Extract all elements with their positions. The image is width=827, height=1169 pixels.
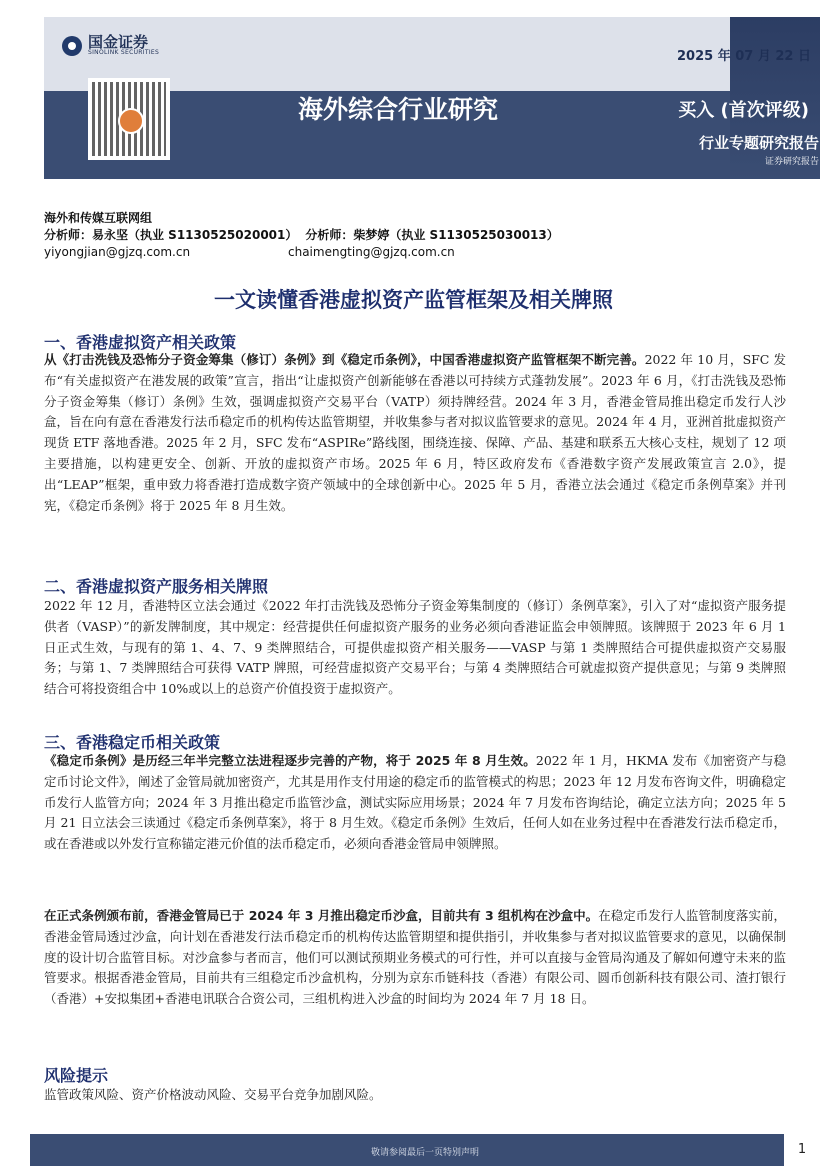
section-heading-1: 一、香港虚拟资产相关政策 (44, 333, 237, 352)
research-group: 海外和传媒互联网组 (44, 211, 153, 225)
page-footer (30, 1134, 820, 1166)
company-logo (62, 35, 159, 56)
industry-title: 海外综合行业研究 (298, 95, 499, 124)
logo-mark-icon (62, 36, 82, 56)
section-body-3 (44, 751, 786, 855)
section-body-4 (44, 906, 786, 1010)
analyst-row (44, 227, 567, 244)
section-heading-3: 三、香港稳定币相关政策 (44, 733, 221, 752)
section-lead-4: 在正式条例颁布前，香港金管局已于 2024 年 3 月推出稳定币沙盒，目前共有 3 组机构在沙盒中。 (44, 908, 599, 923)
qr-code-icon (88, 78, 170, 160)
email-row (44, 244, 567, 261)
analyst-1: 分析师：易永坚（执业 S1130525020001） (44, 228, 298, 242)
logo-text: 国金证券 (88, 33, 149, 51)
report-subtype: 证券研究报告 (764, 157, 819, 167)
logo-subtext: SINOLINK SECURITIES (88, 49, 160, 56)
section-text-2: 2022 年 12 月，香港特区立法会通过《2022 年打击洗钱及恐怖分子资金筹集制度的（修订）条例草案》，引入了对“虚拟资产服务提供者（VASP）”的新发牌制度，其中规定：经营提供任何虚拟资产服务的业务必须向香港证监会申领牌照。该牌照于 2023 年 6 月 1 日正式生效，与现有的第 1、4、7、9 类牌照结合，可提供虚拟资产相关服务——VASP 与第 1 类牌照结合可提供虚拟资产交易服务；与第 1、7 类牌照结合可获得 VATP 牌照，可经营虚拟资产交易平台；与第 4 类牌照结合可就虚拟资产提供意见；与第 9 类牌照结合可将投资组合中 10%或以上的总资产价值投资于虚拟资产。 (44, 598, 786, 697)
report-date: 2025 年 07 月 22 日 (677, 49, 811, 64)
risk-heading: 风险提示 (44, 1066, 109, 1085)
analyst-2: 分析师：柴梦婷（执业 S1130525030013） (305, 228, 559, 242)
footer-disclaimer: 敬请参阅最后一页特别声明 (370, 1148, 479, 1158)
email-2: chaimengting@gjzq.com.cn (288, 245, 455, 259)
report-title: 一文读懂香港虚拟资产监管框架及相关牌照 (214, 288, 613, 312)
section-text-3: 2022 年 1 月，HKMA 发布《加密资产与稳定币讨论文件》，阐述了金管局就加密资产，尤其是用作支付用途的稳定币的监管模式的构思；2023 年 12 月发布咨询文件，明确稳定币发行人监管方向；2024 年 3 月推出稳定币监管沙盒，测试实际应用场景；2024 年 7 月发布咨询结论，确定立法方向；2025 年 5 月 21 日立法会三读通过《稳定币条例草案》，将于 8 月生效。《稳定币条例》生效后，任何人如在业务过程中在香港发行法币稳定币，或在香港或以外发行宣称锚定港元价值的法币稳定币，必须向香港金管局申领牌照。 (44, 753, 786, 852)
email-1: yiyongjian@gjzq.com.cn (44, 245, 191, 259)
section-body-2 (44, 596, 786, 700)
section-lead-3: 《稳定币条例》是历经三年半完整立法进程逐步完善的产物，将于 2025 年 8 月生效。 (44, 753, 536, 768)
section-text-1: 2022 年 10 月，SFC 发布“有关虚拟资产在港发展的政策”宣言，指出“让虚拟资产创新能够在香港以可持续方式蓬勃发展”。2023 年 6 月，《打击洗钱及恐怖分子资金筹集（修订）条例》生效，强调虚拟资产交易平台（VATP）须持牌经营。2024 年 3 月，香港金管局推出稳定币发行人沙盒，旨在向有意在香港发行法币稳定币的机构传达监管期望，并收集参与者对拟议监管要求的意见。2024 年 4 月，亚洲首批虚拟资产现货 ETF 落地香港。2025 年 2 月，SFC 发布“ASPIRe”路线图，围绕连接、保障、产品、基建和联系五大核心支柱，规划了 12 项主要措施，以构建更安全、创新、开放的虚拟资产市场。2025 年 6 月，特区政府发布《香港数字资产发展政策宣言 2.0》，提出“LEAP”框架，重申致力将香港打造成数字资产领域中的全球创新中心。2025 年 5 月，香港立法会通过《稳定币条例草案》并刊宪，《稳定币条例》将于 2025 年 8 月生效。 (44, 352, 786, 513)
section-text-4: 在稳定币发行人监管制度落实前，香港金管局透过沙盒，向计划在香港发行法币稳定币的机构传达监管期望和提供指引，并收集参与者对拟议监管要求的意见，以确保制度的设计切合监管目标。对沙盒参与者而言，他们可以测试预期业务模式的可行性，并可以直接与金管局沟通及了解如何遵守未来的监管要求。根据香港金管局，目前共有三组稳定币沙盒机构，分别为京东币链科技（香港）有限公司、圆币创新科技有限公司、渣打银行（香港）+安拟集团+香港电讯联合合资公司，三组机构进入沙盒的时间均为 2024 年 7 月 18 日。 (44, 908, 786, 1007)
page-number: 1 (784, 1134, 820, 1166)
section-lead-1: 从《打击洗钱及恐怖分子资金筹集（修订）条例》到《稳定币条例》，中国香港虚拟资产监管框架不断完善。 (44, 352, 645, 367)
section-body-1 (44, 350, 786, 516)
risk-body: 监管政策风险、资产价格波动风险、交易平台竞争加剧风险。 (44, 1087, 382, 1102)
report-type: 行业专题研究报告 (698, 134, 819, 152)
rating: 买入 (首次评级) (678, 100, 809, 121)
section-heading-2: 二、香港虚拟资产服务相关牌照 (44, 577, 269, 596)
analyst-info (44, 210, 567, 261)
